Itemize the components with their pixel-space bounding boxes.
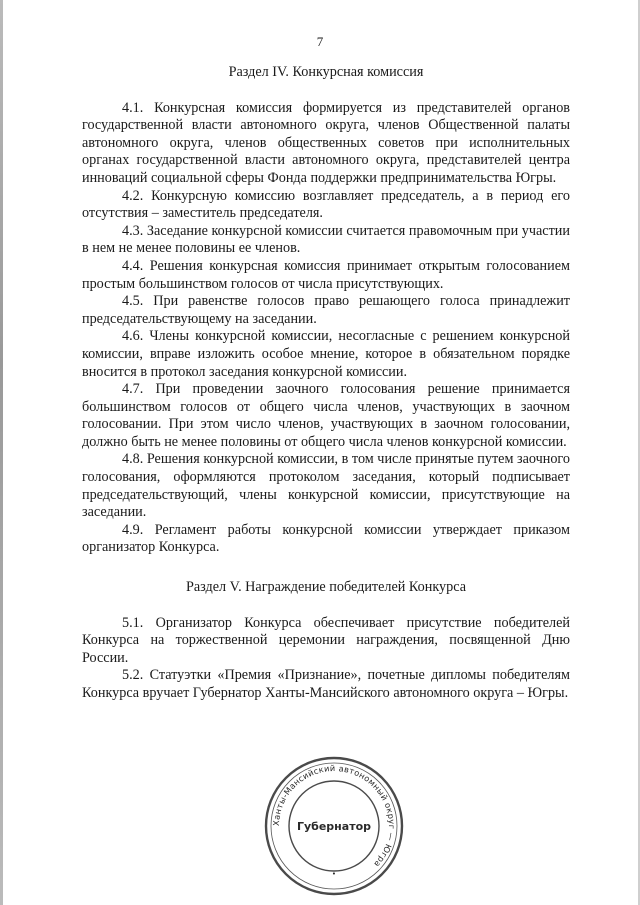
document-body	[82, 64, 570, 703]
paragraph-4-9: 4.9. Регламент работы конкурсной комиссии утверждает приказом организатор Конкурса.	[82, 521, 570, 556]
scan-left-edge	[0, 0, 3, 905]
stamp-center-text: Губернатор	[296, 820, 372, 833]
paragraph-4-3: 4.3. Заседание конкурсной комиссии считается правомочным при участии в нем не менее половины ее членов.	[82, 222, 570, 257]
paragraph-5-1: 5.1. Организатор Конкурса обеспечивает присутствие победителей Конкурса на торжественной церемонии награждения, посвященной Дню России.	[82, 614, 570, 666]
governor-seal-stamp	[262, 754, 406, 898]
page-number: 7	[316, 34, 324, 49]
paragraph-4-6: 4.6. Члены конкурсной комиссии, несогласные с решением конкурсной комиссии, вправе изложить особое мнение, которое в обязательном порядке вносится в протокол заседания конкурсной комиссии.	[82, 328, 570, 380]
paragraph-4-2: 4.2. Конкурсную комиссию возглавляет председатель, а в период его отсутствия – заместитель председателя.	[82, 187, 570, 222]
paragraph-4-1: 4.1. Конкурсная комиссия формируется из представителей органов государственной власти автономного округа, членов Общественной палаты автономного округа, членов общественных советов при исполнительных органах государственной власти автономного округа, представителей центра инноваций социальной сферы Фонда поддержки предпринимательства Югры.	[82, 99, 570, 186]
section-4-title: Раздел IV. Конкурсная комиссия	[228, 64, 424, 80]
paragraph-4-5: 4.5. При равенстве голосов право решающего голоса принадлежит председательствующему на заседании.	[82, 293, 570, 327]
paragraph-4-7: 4.7. При проведении заочного голосования решение принимается большинством голосов от общего числа членов, участвующих в заочном голосовании. При этом число членов, участвующих в заочном голосовании, должно быть не менее половины от общего числа членов конкурсной комиссии.	[82, 381, 570, 450]
paragraph-4-4: 4.4. Решения конкурсная комиссия принимает открытым голосованием простым большинством голосов от числа присутствующих.	[82, 257, 570, 292]
section-5-title: Раздел V. Награждение победителей Конкурса	[185, 579, 467, 596]
paragraph-4-8: 4.8. Решения конкурсной комиссии, в том числе принятые путем заочного голосования, оформляются протоколом заседания, который подписывает председательствующий, члены конкурсной комиссии, присутствующие на заседании.	[82, 451, 570, 521]
svg-text:•: •	[331, 870, 337, 878]
paragraph-5-2: 5.2. Статуэтки «Премия «Признание», почетные дипломы победителям Конкурса вручает Губернатор Ханты-Мансийского автономного округа – Югры.	[82, 667, 570, 701]
stamp-ring-text: Ханты-Мансийский автономный округ — Югра	[270, 762, 398, 870]
